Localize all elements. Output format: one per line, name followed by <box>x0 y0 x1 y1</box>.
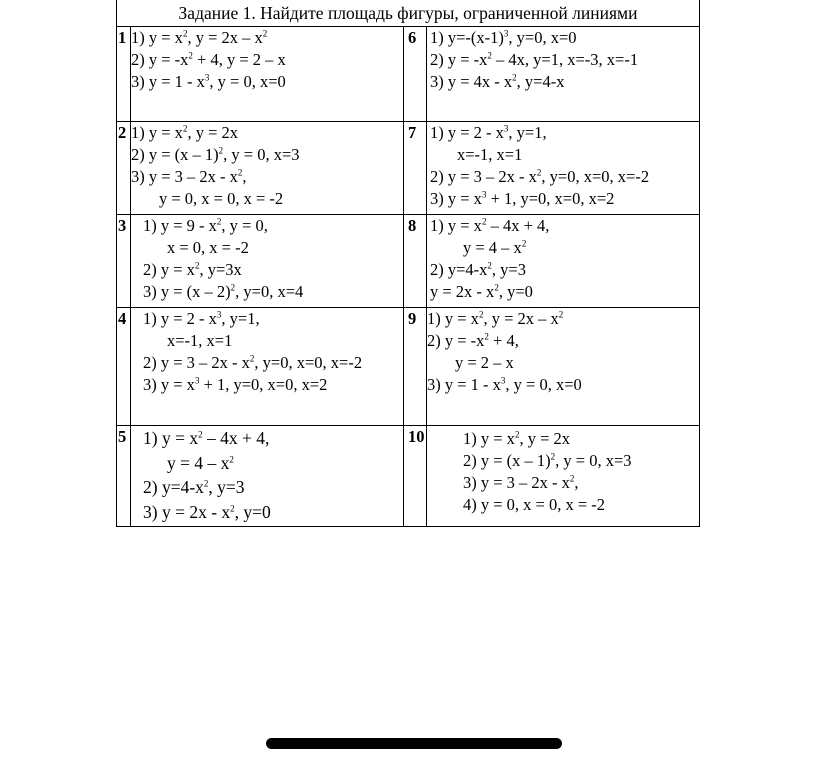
equation-line <box>427 122 699 144</box>
exponent: 2 <box>230 503 235 514</box>
task-equations <box>131 215 404 308</box>
equation-text: , y = 0, x=3 <box>555 451 632 470</box>
equation-line <box>427 27 699 49</box>
task-number: 9 <box>404 308 427 426</box>
equation-text: x=-1, x=1 <box>457 145 523 164</box>
equation-text: 3) y = 2x - x <box>143 501 231 522</box>
exponent: 3 <box>503 123 509 134</box>
exponent: 2 <box>182 123 188 134</box>
title-row <box>117 0 700 27</box>
task-equations <box>131 426 404 527</box>
task-equations <box>131 122 404 215</box>
equation-text: 2) y = x <box>143 260 195 279</box>
equation-text: , y = 2x – x <box>187 28 263 47</box>
exponent: 3 <box>194 375 200 386</box>
equation-text: , y=3 <box>208 477 245 497</box>
equation-text: + 4, <box>488 331 519 350</box>
exponent: 2 <box>194 260 200 271</box>
task-number: 7 <box>404 122 427 215</box>
equation-text: , y=1, <box>221 309 260 328</box>
home-indicator-bar[interactable] <box>266 738 562 749</box>
equation-text: , y=3x <box>199 260 242 279</box>
equation-text: 2) y = (x – 1) <box>131 145 219 164</box>
exponent: 2 <box>229 454 234 465</box>
equation-text: 4) y = 0, x = 0, x = -2 <box>463 495 606 514</box>
exponent: 2 <box>494 282 499 293</box>
exponent: 2 <box>230 282 236 293</box>
task-row <box>117 426 700 527</box>
equation-line <box>131 451 403 476</box>
equation-text: y = 2 – x <box>455 353 514 372</box>
exponent: 2 <box>203 478 209 489</box>
task-row <box>117 308 700 426</box>
equation-text: , y = 2x <box>519 429 570 448</box>
equation-line <box>131 122 403 144</box>
equation-text: , y = 0, x=0 <box>209 72 286 91</box>
equation-text: , y=0, x=4 <box>235 282 304 301</box>
equation-line <box>427 472 699 494</box>
equation-text: – 4x + 4, <box>202 428 270 448</box>
exponent: 2 <box>478 309 484 320</box>
equation-text: 2) y = -x <box>427 331 485 350</box>
exponent: 3 <box>216 309 222 320</box>
equation-text: y = 4 – x <box>463 238 522 257</box>
task-equations <box>427 308 700 426</box>
equation-line <box>427 215 699 237</box>
equation-text: , y=0, x=0, x=-2 <box>254 353 363 372</box>
equation-text: , <box>242 167 247 186</box>
equation-line <box>427 259 699 281</box>
equation-text: , y = 0, x=0 <box>505 375 582 394</box>
equation-text: + 4, y = 2 – x <box>192 50 286 69</box>
equation-line <box>131 215 403 237</box>
task-number: 1 <box>117 27 131 122</box>
equation-line <box>427 281 699 303</box>
task-equations <box>131 27 404 122</box>
exponent: 2 <box>188 50 193 61</box>
equation-text: 1) y = 9 - x <box>143 216 217 235</box>
task-equations <box>427 122 700 215</box>
exponent: 2 <box>536 167 542 178</box>
task-number: 2 <box>117 122 131 215</box>
equation-line <box>427 450 699 472</box>
exponent: 2 <box>512 72 517 83</box>
equation-text: 3) y = 1 - x <box>131 72 205 91</box>
equation-line <box>131 49 403 71</box>
equation-text: 2) y = 3 – 2x - x <box>430 167 537 186</box>
equation-line <box>131 500 403 525</box>
equation-text: 1) y = x <box>463 429 515 448</box>
equation-text: , y=0 <box>234 501 271 522</box>
equation-text: + 1, y=0, x=0, x=2 <box>486 189 615 208</box>
equation-line <box>427 166 699 188</box>
equation-text: 1) y = 2 - x <box>143 309 217 328</box>
exponent: 2 <box>550 451 556 462</box>
equation-line <box>131 259 403 281</box>
equation-text: , y=0, x=0, x=-2 <box>541 167 650 186</box>
equation-line <box>131 237 403 259</box>
task-row <box>117 27 700 122</box>
exponent: 2 <box>558 309 564 320</box>
equation-line <box>427 237 699 259</box>
equation-text: 3) y = 1 - x <box>427 375 501 394</box>
equation-line <box>131 27 403 49</box>
equation-text: 2) y=4-x <box>143 477 204 497</box>
equation-text: 2) y = -x <box>131 50 189 69</box>
exponent: 3 <box>503 28 509 39</box>
exponent: 2 <box>237 167 243 178</box>
exponent: 2 <box>218 145 224 156</box>
exponent: 3 <box>204 72 210 83</box>
equation-text: , y=0 <box>498 282 533 301</box>
task-row <box>117 215 700 308</box>
equation-text: 3) y = 3 – 2x - x <box>463 473 570 492</box>
equation-line <box>131 144 403 166</box>
equation-text: , y=4-x <box>516 72 565 91</box>
equation-text: , y = 2x – x <box>483 309 559 328</box>
task-number: 6 <box>404 27 427 122</box>
equation-text: 2) y=4-x <box>430 260 488 279</box>
equation-text: x = 0, x = -2 <box>167 238 249 257</box>
task-equations <box>427 27 700 122</box>
equation-line <box>131 374 403 396</box>
equation-line <box>131 426 403 451</box>
task-number: 3 <box>117 215 131 308</box>
equation-line <box>427 494 699 516</box>
equation-text: – 4x, y=1, x=-3, x=-1 <box>491 50 639 69</box>
equation-line <box>427 428 699 450</box>
equation-text: 1) y = 2 - x <box>430 123 504 142</box>
equation-line <box>427 308 699 330</box>
equation-text: 3) y = (x – 2) <box>143 282 231 301</box>
task-table <box>116 0 700 527</box>
equation-line <box>131 330 403 352</box>
equation-text: x=-1, x=1 <box>167 331 233 350</box>
task-number: 4 <box>117 308 131 426</box>
exponent: 3 <box>481 189 487 200</box>
task-row <box>117 122 700 215</box>
equation-text: y = 4 – x <box>167 452 230 473</box>
equation-text: 2) y = 3 – 2x - x <box>143 353 250 372</box>
task-equations <box>427 215 700 308</box>
equation-text: 3) y = x <box>430 189 482 208</box>
equation-text: , y = 0, <box>221 216 268 235</box>
equation-text: 1) y = x <box>427 309 479 328</box>
equation-text: 1) y = x <box>430 216 482 235</box>
equation-line <box>427 352 699 374</box>
equation-text: 2) y = (x – 1) <box>463 451 551 470</box>
equation-text: 3) y = x <box>143 375 195 394</box>
equation-text: – 4x + 4, <box>486 216 550 235</box>
task-table-body <box>117 0 700 527</box>
exponent: 2 <box>521 238 527 249</box>
equation-text: 2) y = -x <box>430 50 488 69</box>
equation-line <box>427 188 699 210</box>
exponent: 2 <box>216 216 222 227</box>
equation-text: 3) y = 4x - x <box>430 72 513 91</box>
exponent: 2 <box>198 429 203 440</box>
equation-line <box>427 374 699 396</box>
exponent: 2 <box>487 260 492 271</box>
task-number: 8 <box>404 215 427 308</box>
equation-text: y = 0, x = 0, x = -2 <box>159 189 284 208</box>
task-number: 10 <box>404 426 427 527</box>
equation-line <box>131 166 403 188</box>
task-equations <box>427 426 700 527</box>
exponent: 2 <box>484 331 489 342</box>
equation-text: 1) y=-(x-1) <box>430 28 504 47</box>
task-number: 5 <box>117 426 131 527</box>
exponent: 2 <box>514 429 520 440</box>
exponent: 2 <box>569 473 575 484</box>
equation-text: , <box>574 473 579 492</box>
equation-line <box>427 330 699 352</box>
equation-text: , y=3 <box>491 260 526 279</box>
equation-text: 1) y = x <box>143 428 199 448</box>
equation-text: , y=1, <box>508 123 547 142</box>
equation-line <box>131 352 403 374</box>
worksheet-title: Задание 1. Найдите площадь фигуры, ограниченной линиями <box>117 0 700 27</box>
exponent: 2 <box>481 216 487 227</box>
equation-text: , y=0, x=0 <box>508 28 577 47</box>
equation-line <box>131 71 403 93</box>
exponent: 2 <box>262 28 268 39</box>
equation-line <box>427 49 699 71</box>
equation-line <box>427 144 699 166</box>
equation-text: 1) y = x <box>131 123 183 142</box>
exponent: 3 <box>500 375 506 386</box>
equation-text: 3) y = 3 – 2x - x <box>131 167 238 186</box>
exponent: 2 <box>182 28 188 39</box>
equation-line <box>131 281 403 303</box>
equation-text: 1) y = x <box>131 28 183 47</box>
task-equations <box>131 308 404 426</box>
equation-line <box>131 188 403 210</box>
exponent: 2 <box>487 50 492 61</box>
equation-line <box>131 475 403 500</box>
equation-text: , y = 2x <box>187 123 238 142</box>
equation-text: + 1, y=0, x=0, x=2 <box>199 375 328 394</box>
equation-line <box>427 71 699 93</box>
equation-text: y = 2x - x <box>430 282 495 301</box>
equation-line <box>131 308 403 330</box>
equation-text: , y = 0, x=3 <box>223 145 300 164</box>
exponent: 2 <box>249 353 255 364</box>
